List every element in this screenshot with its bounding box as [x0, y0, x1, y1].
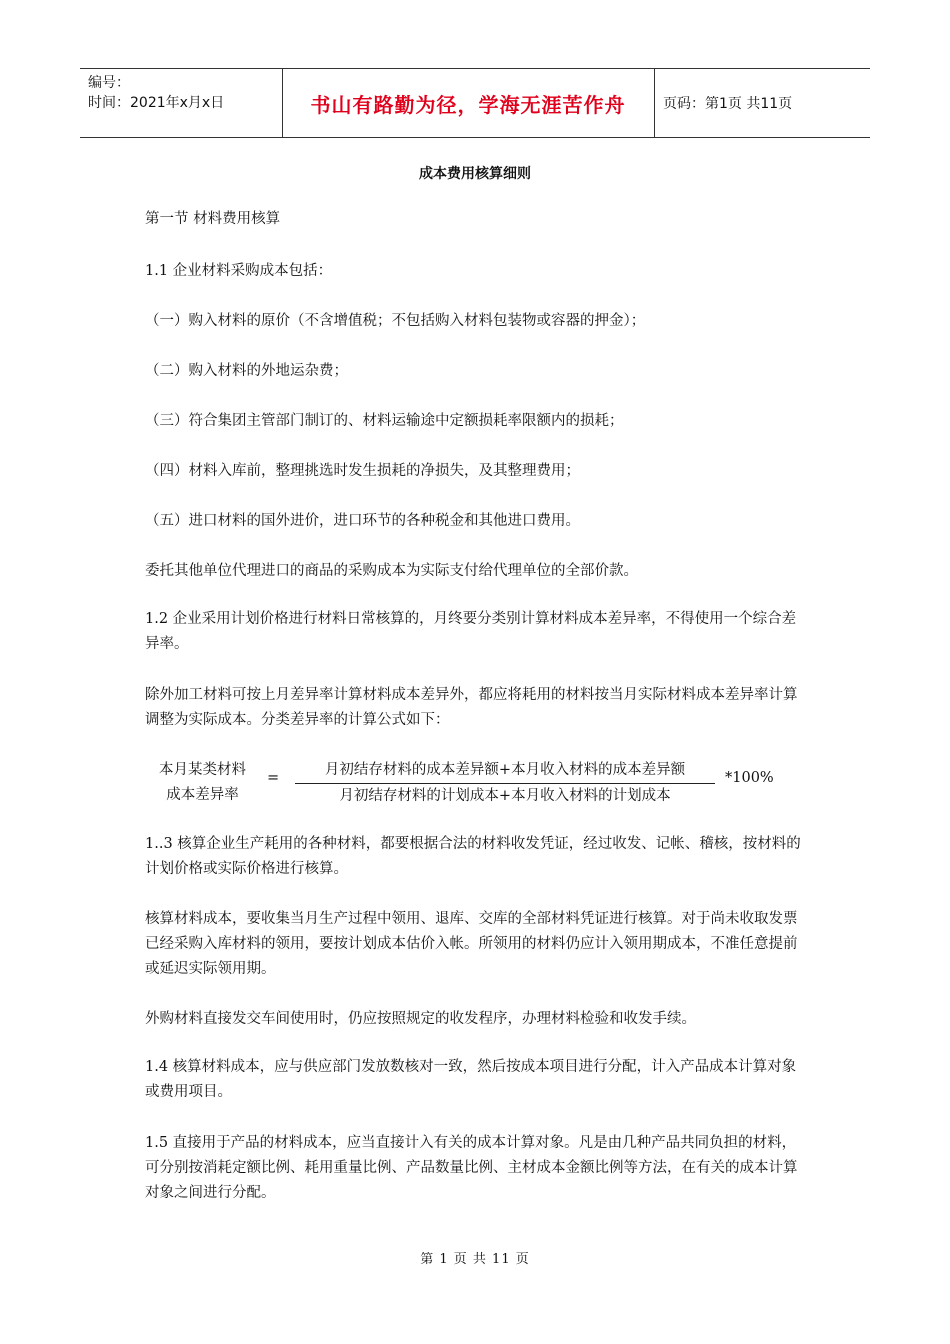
formula-multiplier: *100% [725, 770, 774, 786]
difference-rate-formula [145, 758, 810, 808]
paragraph: 除外加工材料可按上月差异率计算材料成本差异外，都应将耗用的材料按当月实际材料成本差异率计算调整为实际成本。分类差异率的计算公式如下： [145, 687, 798, 728]
paragraph: 核算材料成本，要收集当月生产过程中领用、退库、交库的全部材料凭证进行核算。对于尚未收取发票已经采购入库材料的领用，要按计划成本估价入帐。所领用的材料仍应计入领用期成本，不准任意提前或延迟实际领用期。 [145, 911, 798, 977]
paragraph: 1.5 直接用于产品的材料成本，应当直接计入有关的成本计算对象。凡是由几种产品共同负担的材料，可分别按消耗定额比例、耗用重量比例、产品数量比例、主材成本金额比例等方法，在有关的成本计算对象之间进行分配。 [145, 1135, 798, 1201]
paragraph: （五）进口材料的国外进价，进口环节的各种税金和其他进口费用。 [145, 513, 580, 529]
formula-lhs [145, 758, 260, 808]
formula-equals: = [267, 770, 280, 786]
paragraph: 1..3 核算企业生产耗用的各种材料，都要根据合法的材料收发凭证，经过收发、记帐、稽核，按材料的计划价格或实际价格进行核算。 [145, 836, 801, 877]
paragraph: 外购材料直接发交车间使用时，仍应按照规定的收发程序，办理材料检验和收发手续。 [145, 1011, 696, 1027]
header-meta [88, 73, 224, 113]
page-header [80, 68, 870, 138]
time-label: 时间：2021年x月x日 [88, 95, 225, 111]
paragraph: （二）购入材料的外地运杂费； [145, 363, 348, 379]
formula-numerator: 月初结存材料的成本差异额+本月收入材料的成本差异额 [295, 758, 715, 784]
formula-fraction [295, 758, 715, 808]
paragraph: （三）符合集团主管部门制订的、材料运输途中定额损耗率限额内的损耗； [145, 413, 624, 429]
paragraph: 1.2 企业采用计划价格进行材料日常核算的，月终要分类别计算材料成本差异率，不得使用一个综合差异率。 [145, 611, 797, 652]
paragraph: 1.4 核算材料成本，应与供应部门发放数核对一致，然后按成本项目进行分配，计入产品成本计算对象或费用项目。 [145, 1059, 797, 1100]
number-label: 编号： [88, 75, 130, 91]
paragraph: 委托其他单位代理进口的商品的采购成本为实际支付给代理单位的全部价款。 [145, 563, 638, 579]
formula-lhs-line: 本月某类材料 [159, 762, 246, 778]
header-divider [654, 69, 655, 137]
formula-lhs-line: 成本差异率 [166, 787, 239, 803]
paragraph: （四）材料入库前，整理挑选时发生损耗的净损失，及其整理费用； [145, 463, 580, 479]
header-page-info: 页码：第1页 共11页 [663, 96, 793, 112]
page-footer: 第 1 页 共 11 页 [420, 1252, 530, 1267]
formula-denominator: 月初结存材料的计划成本+本月收入材料的计划成本 [339, 788, 671, 804]
paragraph: （一）购入材料的原价（不含增值税；不包括购入材料包装物或容器的押金）； [145, 313, 646, 329]
paragraph: 1.1 企业材料采购成本包括： [145, 263, 333, 279]
document-title: 成本费用核算细则 [419, 166, 531, 182]
header-motto: 书山有路勤为径，学海无涯苦作舟 [310, 92, 626, 117]
section-heading: 第一节 材料费用核算 [145, 211, 281, 227]
